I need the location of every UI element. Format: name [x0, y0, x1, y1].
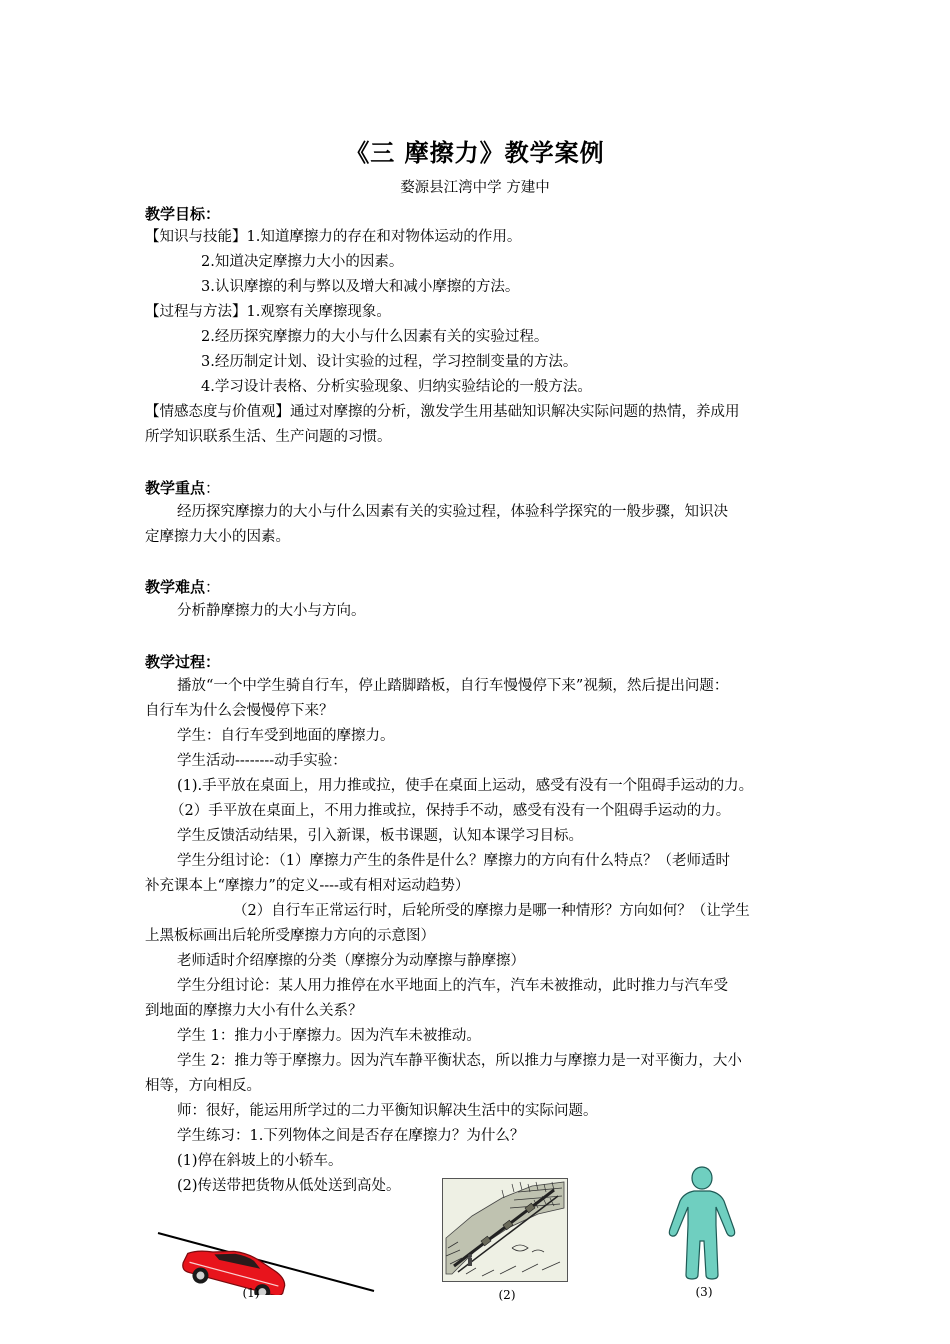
process-line: 老师适时介绍摩擦的分类（摩擦分为动摩擦与静摩擦） — [177, 953, 525, 969]
author-line: 婺源县江湾中学 方建中 — [400, 180, 550, 196]
figure-label-1: (1) — [242, 1286, 260, 1300]
process-line: 上黑板标画出后轮所受摩擦力方向的示意图） — [145, 928, 435, 944]
conveyor-belt-icon — [442, 1178, 568, 1282]
document-title: 《三 摩擦力》教学案例 — [345, 139, 605, 167]
process-line: 到地面的摩擦力大小有什么关系？ — [145, 1003, 363, 1019]
process-line: 学生 2：推力等于摩擦力。因为汽车静平衡状态，所以推力与摩擦力是一对平衡力，大小 — [177, 1053, 742, 1069]
process-line: 学生分组讨论：（1）摩擦力产生的条件是什么？摩擦力的方向有什么特点？（老师适时 — [177, 853, 730, 869]
car-on-slope-icon — [150, 1225, 380, 1295]
difficulty-heading-text: 教学难点 — [145, 578, 206, 596]
process-line: （2）手平放在桌面上，不用力推或拉，保持手不动，感受有没有一个阻碍手运动的力。 — [170, 803, 731, 819]
process-line: （2）自行车正常运行时，后轮所受的摩擦力是哪一种情形？方向如何？（让学生 — [233, 903, 750, 919]
difficulty-heading — [145, 576, 220, 597]
objective-line: 所学知识联系生活、生产问题的习惯。 — [145, 429, 392, 445]
key-point-line: 经历探究摩擦力的大小与什么因素有关的实验过程，体验科学探究的一般步骤，知识决 — [177, 504, 728, 520]
process-line: 学生 1：推力小于摩擦力。因为汽车未被推动。 — [177, 1028, 481, 1044]
key-points-heading — [145, 477, 220, 498]
process-line: 补充课本上“摩擦力”的定义----或有相对运动趋势） — [145, 878, 470, 894]
objective-line: 【情感态度与价值观】通过对摩擦的分析，激发学生用基础知识解决实际问题的热情，养成用 — [145, 404, 740, 420]
process-line: 学生分组讨论：某人用力推停在水平地面上的汽车，汽车未被推动，此时推力与汽车受 — [177, 978, 728, 994]
process-line: 自行车为什么会慢慢停下来？ — [145, 703, 334, 719]
objective-line: 2.知道决定摩擦力大小的因素。 — [201, 254, 404, 270]
figure-label-2: (2) — [498, 1288, 516, 1302]
person-figure-icon — [664, 1165, 740, 1281]
objective-line: 【过程与方法】1.观察有关摩擦现象。 — [145, 304, 391, 320]
process-line: 学生练习：1.下列物体之间是否存在摩擦力？为什么？ — [177, 1128, 525, 1144]
process-line: 学生：自行车受到地面的摩擦力。 — [177, 728, 395, 744]
process-line: (1)停在斜坡上的小轿车。 — [177, 1153, 343, 1169]
process-line: (1).手平放在桌面上，用力推或拉，使手在桌面上运动，感受有没有一个阻碍手运动的力。 — [177, 778, 754, 794]
key-points-colon: ： — [205, 479, 221, 497]
process-line: 播放“一个中学生骑自行车，停止踏脚踏板，自行车慢慢停下来”视频，然后提出问题： — [177, 678, 729, 694]
objective-line: 【知识与技能】1.知道摩擦力的存在和对物体运动的作用。 — [145, 229, 522, 245]
objective-line: 3.经历制定计划、设计实验的过程，学习控制变量的方法。 — [201, 354, 578, 370]
process-heading: 教学过程： — [145, 653, 221, 671]
process-line: 学生反馈活动结果，引入新课，板书课题，认知本课学习目标。 — [177, 828, 583, 844]
objective-line: 4.学习设计表格、分析实验现象、归纳实验结论的一般方法。 — [201, 379, 592, 395]
objectives-heading: 教学目标： — [145, 205, 221, 223]
process-line: 师：很好，能运用所学过的二力平衡知识解决生活中的实际问题。 — [177, 1103, 598, 1119]
difficulty-line: 分析静摩擦力的大小与方向。 — [177, 603, 366, 619]
process-line: (2)传送带把货物从低处送到高处。 — [177, 1178, 401, 1194]
process-line: 学生活动--------动手实验： — [177, 753, 347, 769]
difficulty-colon: ： — [205, 578, 221, 596]
key-points-heading-text: 教学重点 — [145, 479, 206, 497]
key-point-line: 定摩擦力大小的因素。 — [145, 529, 290, 545]
process-line: 相等，方向相反。 — [145, 1078, 261, 1094]
objective-line: 3.认识摩擦的利与弊以及增大和减小摩擦的方法。 — [201, 279, 520, 295]
objective-line: 2.经历探究摩擦力的大小与什么因素有关的实验过程。 — [201, 329, 549, 345]
figure-label-3: (3) — [695, 1285, 713, 1299]
